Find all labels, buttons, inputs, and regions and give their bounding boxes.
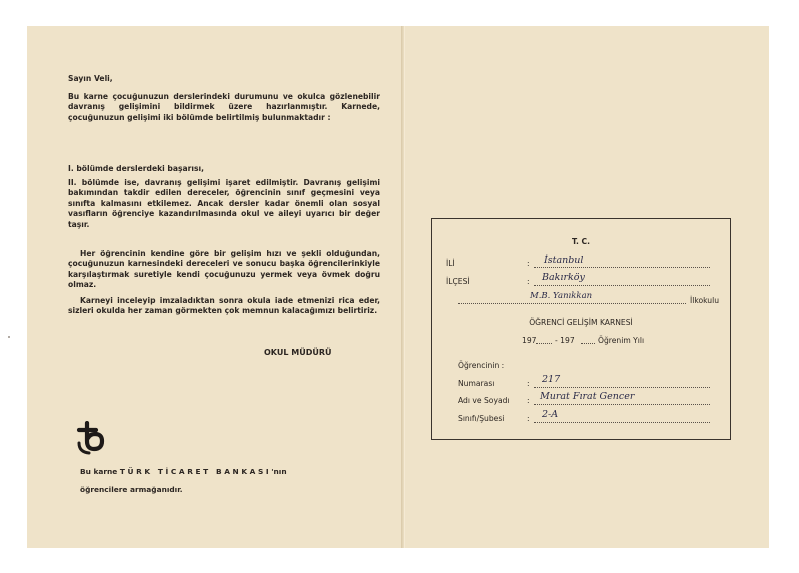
letter-paragraph-1: Bu karne çocuğunuzun derslerindeki durumunu ve okulca gözlenebilir davranış gelişimini bildirmek üzere hazırlanmıştır. Karnede, çocuğunuzun gelişimi iki bölümde belirtilmiş bulunmaktadır : xyxy=(68,92,380,122)
letter-paragraph-2: I. bölümde derslerdeki başarısı, xyxy=(68,164,204,173)
letter-paragraph-3: II. bölümde ise, davranış gelişimi işaret edilmiştir. Davranış gelişimi bakımından takdir edilen dereceler, öğrencinin sınıf geçmesini veya sınıfta kalmasını etkilemez. Ancak dersler kadar önemli olan sosyal vasıfların öğrenciye kazandırılmasında okul ve aileyi uyarıcı bir değer taşır. xyxy=(68,178,380,229)
card-header: T. C. xyxy=(571,237,590,246)
number-dotted-line xyxy=(534,387,710,388)
greeting: Sayın Veli, xyxy=(68,74,113,83)
il-value: İstanbul xyxy=(544,255,584,266)
student-id-card xyxy=(431,218,731,440)
bank-gift-line-2: öğrencilere armağanıdır. xyxy=(80,485,183,494)
il-label: İLİ xyxy=(446,259,455,268)
bank-gift-line xyxy=(80,467,287,476)
il-colon: : xyxy=(527,259,530,268)
bank-name: TÜRK TİCARET BANKASI xyxy=(119,467,272,476)
year-start-dots xyxy=(536,343,552,344)
year-suffix: Öğrenim Yılı xyxy=(598,336,645,345)
class-colon: : xyxy=(527,414,530,423)
year-start: 197 xyxy=(522,336,537,345)
name-colon: : xyxy=(527,396,530,405)
ilce-colon: : xyxy=(527,277,530,286)
number-colon: : xyxy=(527,379,530,388)
principal-signature-label: OKUL MÜDÜRÜ xyxy=(264,348,332,357)
bank-prefix: Bu karne xyxy=(80,467,120,476)
letter-paragraph-5: Karneyi inceleyip imzaladıktan sonra okula iade etmenizi rica eder, sizleri okulda her zaman görmekten çok memnun kalacağımızı belirtiriz. xyxy=(68,296,380,316)
right-page xyxy=(404,26,769,548)
number-label: Numarası xyxy=(458,379,495,388)
il-dotted-line xyxy=(534,267,710,268)
letter-paragraph-4: Her öğrencinin kendine göre bir gelişim hızı ve şekli olduğundan, çocuğunuzun karnesindeki dereceleri ve sonucu başka öğrencilerinkiyle karşılaştırmak suretiyle kendi çocuğunuzu yermek veya övmek doğru olmaz. xyxy=(68,249,380,290)
bank-suffix: 'nın xyxy=(271,467,287,476)
number-value: 217 xyxy=(542,374,561,385)
ilce-dotted-line xyxy=(534,285,710,286)
ilce-label: İLÇESİ xyxy=(446,277,470,286)
ilce-value: Bakırköy xyxy=(542,272,585,283)
year-end-dots xyxy=(581,343,595,344)
name-dotted-line xyxy=(534,404,710,405)
year-separator: - 197 xyxy=(555,336,575,345)
left-page xyxy=(27,26,404,548)
class-value: 2-A xyxy=(542,409,559,420)
bank-logo-icon xyxy=(75,421,107,455)
card-title: ÖĞRENCİ GELİŞİM KARNESİ xyxy=(529,318,633,327)
school-value: M.B. Yanıkkan xyxy=(530,291,593,301)
school-dotted-line xyxy=(458,303,686,304)
name-label: Adı ve Soyadı xyxy=(458,396,510,405)
paper-speck xyxy=(8,336,10,338)
class-label: Sınıfı/Şubesi xyxy=(458,414,505,423)
name-value: Murat Fırat Gencer xyxy=(540,391,635,402)
student-heading: Öğrencinin : xyxy=(458,361,505,370)
school-suffix: İlkokulu xyxy=(690,296,720,305)
class-dotted-line xyxy=(534,422,710,423)
